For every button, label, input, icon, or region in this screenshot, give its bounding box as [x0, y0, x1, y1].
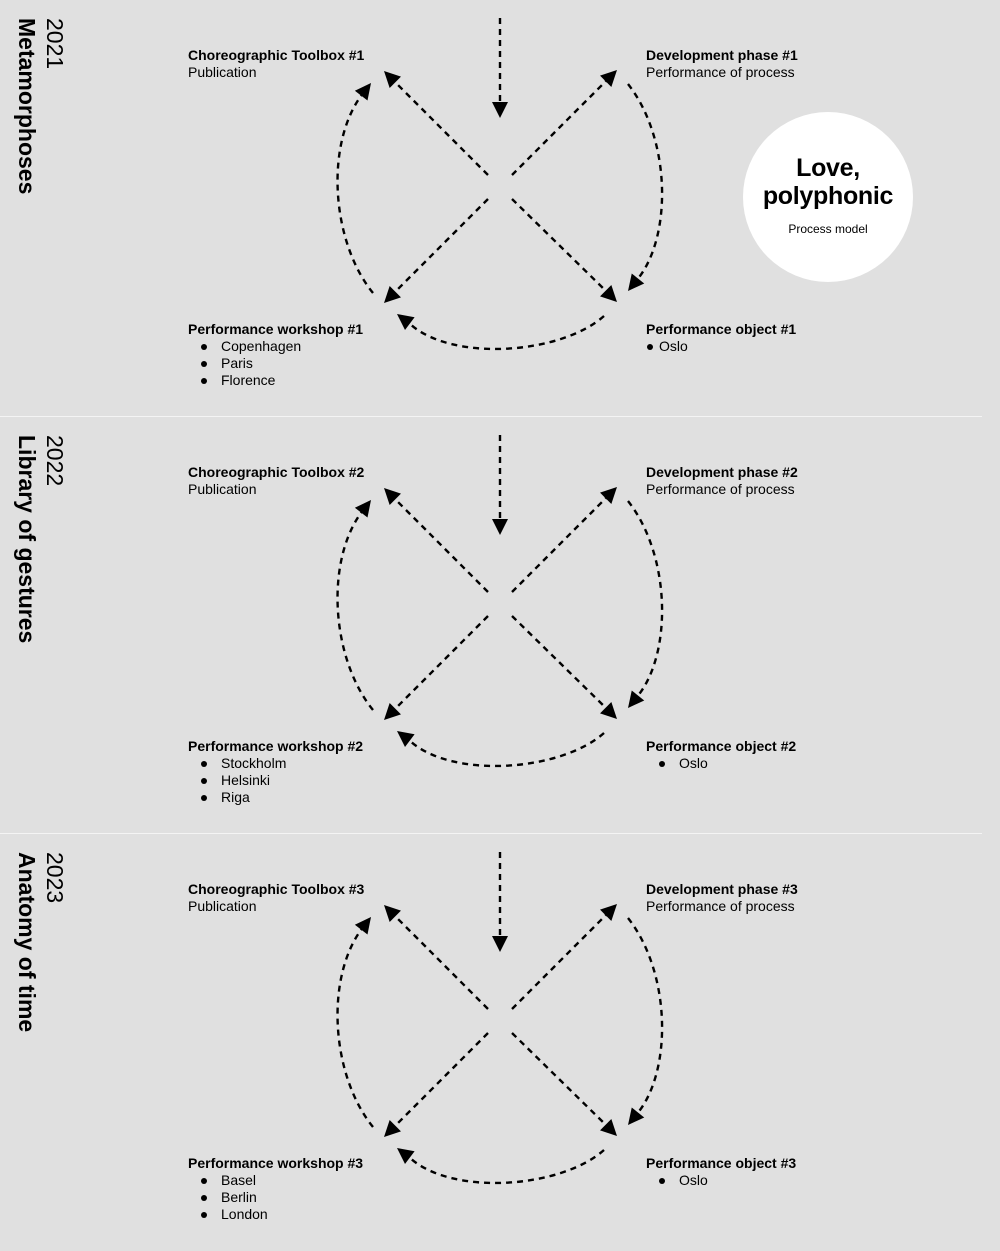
diagonal-arrow-to-object: [512, 616, 607, 709]
location-item: Helsinki: [188, 772, 363, 789]
section-title: Anatomy of time: [14, 852, 40, 1033]
arc-arrow-to-toolbox: [338, 926, 373, 1127]
section-2023: [0, 834, 1000, 1251]
section-2022: [0, 417, 1000, 834]
badge-subtitle: Process model: [788, 222, 868, 236]
location-list: [188, 338, 363, 389]
node-heading: Development phase #1: [646, 47, 798, 63]
location-item: Copenhagen: [188, 338, 363, 355]
location-list: [646, 338, 796, 355]
location-list: [646, 1172, 796, 1189]
arrowhead: [397, 1148, 415, 1164]
arrowhead: [600, 487, 617, 504]
arrowhead: [355, 500, 371, 518]
arc-arrow-to-workshop: [409, 733, 604, 766]
node-development-phase: [646, 464, 798, 498]
node-performance-object: [646, 1155, 796, 1189]
location-list: [188, 755, 363, 806]
arc-arrow-to-object: [628, 918, 662, 1115]
arrowhead: [492, 519, 508, 535]
location-item: Paris: [188, 355, 363, 372]
arc-arrow-to-object: [628, 84, 662, 281]
location-list: [188, 1172, 363, 1223]
node-heading: Development phase #2: [646, 464, 798, 480]
diagonal-arrow-to-workshop: [394, 616, 488, 710]
diagonal-arrow-to-workshop: [394, 199, 488, 293]
node-heading: Choreographic Toolbox #1: [188, 47, 365, 63]
section-2021: [0, 0, 1000, 417]
arrowhead: [628, 691, 644, 708]
node-subtitle: Performance of process: [646, 898, 795, 914]
node-heading: Choreographic Toolbox #3: [188, 881, 365, 897]
arc-arrow-to-workshop: [409, 1150, 604, 1183]
node-performance-object: [646, 738, 796, 772]
arc-arrow-to-toolbox: [338, 509, 373, 710]
node-heading: Choreographic Toolbox #2: [188, 464, 365, 480]
diagonal-arrow-to-toolbox: [394, 498, 488, 592]
node-subtitle: Publication: [188, 64, 257, 80]
node-subtitle: Publication: [188, 898, 257, 914]
location-item: London: [188, 1206, 363, 1223]
section-year: 2023: [42, 852, 68, 904]
node-heading: Performance object #3: [646, 1155, 797, 1171]
location-item: Oslo: [646, 1172, 796, 1189]
section-year: 2022: [42, 435, 68, 487]
node-heading: Performance workshop #2: [188, 738, 364, 754]
node-heading: Performance workshop #1: [188, 321, 364, 337]
node-subtitle: Performance of process: [646, 481, 795, 497]
section-title: Library of gestures: [14, 435, 40, 644]
diagonal-arrow-to-development: [512, 497, 607, 592]
node-performance-workshop: [188, 1155, 363, 1223]
node-performance-object: [646, 321, 796, 355]
node-performance-workshop: [188, 738, 363, 806]
arc-arrow-to-object: [628, 501, 662, 698]
node-development-phase: [646, 47, 798, 81]
location-item: Stockholm: [188, 755, 363, 772]
location-item: Florence: [188, 372, 363, 389]
process-model-badge: [743, 112, 913, 282]
arrowhead: [492, 936, 508, 952]
badge-title-line: Love,: [796, 154, 860, 182]
process-cycle-diagram: [0, 417, 1000, 834]
node-performance-workshop: [188, 321, 363, 389]
diagonal-arrow-to-toolbox: [394, 915, 488, 1009]
section-title: Metamorphoses: [14, 18, 40, 195]
node-choreographic-toolbox: [188, 881, 364, 915]
arrowhead: [628, 1108, 644, 1125]
node-heading: Performance workshop #3: [188, 1155, 364, 1171]
arrowhead: [600, 70, 617, 87]
location-item: Riga: [188, 789, 363, 806]
node-choreographic-toolbox: [188, 47, 364, 81]
location-item: Oslo: [646, 338, 796, 355]
node-heading: Performance object #2: [646, 738, 797, 754]
arc-arrow-to-workshop: [409, 316, 604, 349]
node-heading: Performance object #1: [646, 321, 797, 337]
node-subtitle: Performance of process: [646, 64, 795, 80]
arrowhead: [397, 731, 415, 747]
node-heading: Development phase #3: [646, 881, 798, 897]
diagonal-arrow-to-development: [512, 80, 607, 175]
location-item: Berlin: [188, 1189, 363, 1206]
node-development-phase: [646, 881, 798, 915]
diagonal-arrow-to-workshop: [394, 1033, 488, 1127]
arrowhead: [600, 904, 617, 921]
arc-arrow-to-toolbox: [338, 92, 373, 293]
location-list: [646, 755, 796, 772]
location-item: Basel: [188, 1172, 363, 1189]
arrowhead: [397, 314, 415, 330]
node-choreographic-toolbox: [188, 464, 364, 498]
badge-title-line: polyphonic: [762, 182, 894, 210]
diagonal-arrow-to-object: [512, 199, 607, 292]
arrowhead: [492, 102, 508, 118]
node-subtitle: Publication: [188, 481, 257, 497]
section-year: 2021: [42, 18, 68, 70]
arrowhead: [628, 274, 644, 291]
process-cycle-diagram: [0, 834, 1000, 1251]
badge-title: [743, 154, 913, 210]
diagonal-arrow-to-toolbox: [394, 81, 488, 175]
arrowhead: [355, 917, 371, 935]
diagonal-arrow-to-development: [512, 914, 607, 1009]
arrowhead: [355, 83, 371, 101]
diagonal-arrow-to-object: [512, 1033, 607, 1126]
location-item: Oslo: [646, 755, 796, 772]
